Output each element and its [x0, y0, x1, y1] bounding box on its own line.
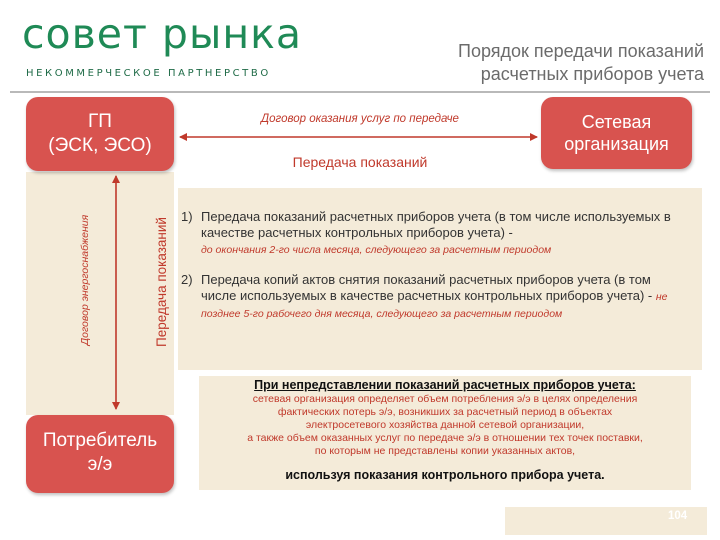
node-network-line2: организация [564, 134, 669, 154]
fallback-body [205, 393, 685, 458]
node-consumer [26, 415, 174, 493]
list-item-text: Передача показаний расчетных приборов учета (в том числе используемых в качестве расчетных контрольных приборов учета) - [201, 209, 671, 240]
fallback-body-line4: а также объем оказанных услуг по передаче э/э в отношении тех точек поставки, [247, 432, 643, 444]
list-item-number: 2) [181, 272, 193, 287]
list-item [181, 209, 686, 258]
page-number: 104 [668, 510, 688, 522]
logo-wordmark: совет рынка [22, 10, 303, 58]
node-supplier-line2: (ЭСК, ЭСО) [48, 135, 152, 156]
fallback-body-line2: фактических потерь э/э, возникших за расчетный период в объектах [277, 406, 613, 418]
edge-supply-agreement-label: Договор энергоснабжения [79, 214, 91, 346]
edge-service-agreement-label: Договор оказания услуг по передаче [261, 113, 459, 125]
node-consumer-line1: Потребитель [42, 430, 158, 451]
list-item-deadline: не позднее 5-го рабочего дня месяца, следующего за расчетным периодом [201, 291, 668, 320]
slide-title-line1: Порядок передачи показаний [458, 41, 704, 61]
fallback-body-line5: по которым не представлены копии указанных актов, [314, 445, 576, 457]
node-network [541, 97, 692, 169]
node-supplier-line1: ГП [88, 111, 112, 132]
list-item [181, 272, 689, 322]
logo-subtitle: НЕКОММЕРЧЕСКОЕ ПАРТНЕРСТВО [26, 68, 271, 79]
node-network-line1: Сетевая [581, 112, 652, 132]
fallback-heading: При непредставлении показаний расчетных приборов учета: [254, 378, 636, 392]
edge-readings-transfer-vertical-label: Передача показаний [154, 217, 169, 347]
edge-readings-transfer-label: Передача показаний [292, 154, 428, 170]
fallback-conclusion: используя показания контрольного прибора учета. [285, 468, 605, 482]
node-supplier [26, 97, 174, 171]
list-item-deadline: до окончания 2-го числа месяца, следующего за расчетным периодом [201, 244, 552, 256]
fallback-body-line3: электросетевого хозяйства данной сетевой организации, [305, 419, 585, 431]
list-item-text: Передача копий актов снятия показаний расчетных приборов учета (в том числе используемых в качестве расчетных контрольных приборов учета) - [201, 272, 653, 303]
fallback-body-line1: сетевая организация определяет объем потребления э/э в целях определения [252, 393, 638, 405]
list-item-number: 1) [181, 209, 193, 224]
slide-title-line2: расчетных приборов учета [480, 64, 704, 84]
node-consumer-line2: э/э [87, 454, 113, 475]
